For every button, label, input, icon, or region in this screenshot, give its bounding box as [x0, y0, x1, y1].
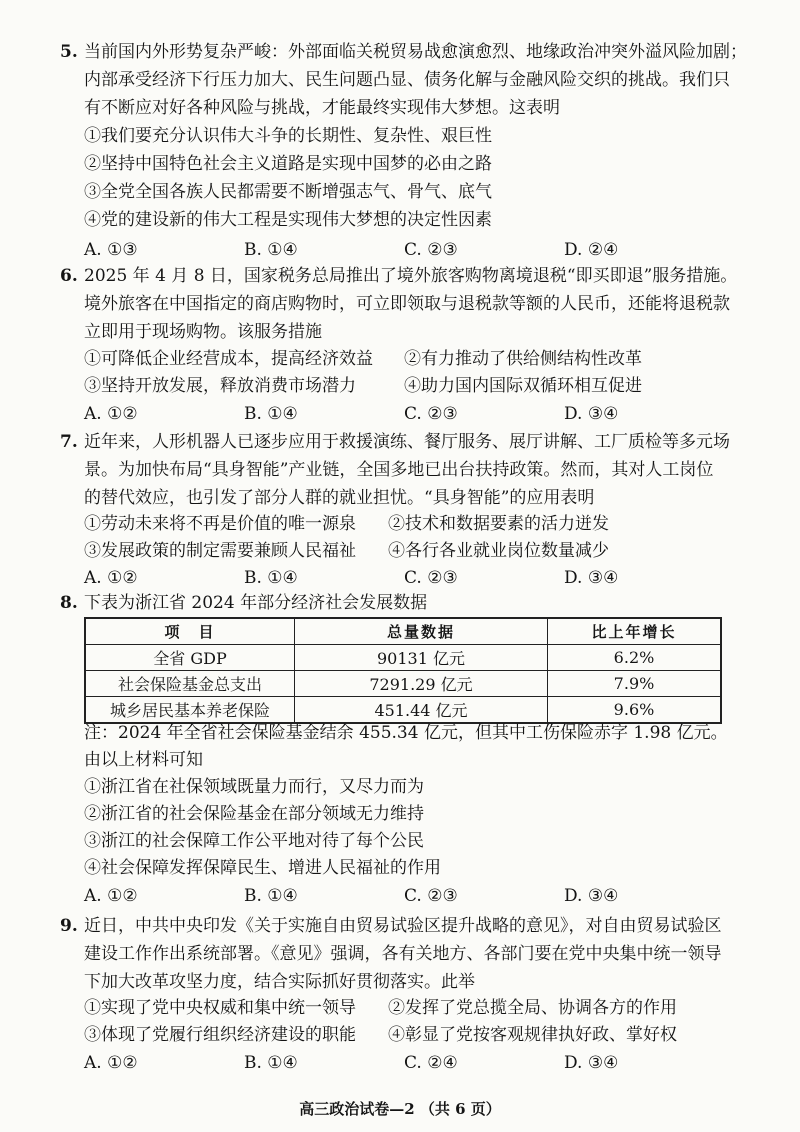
table-row — [85, 645, 721, 671]
q7-statement-4: ④各行各业就业岗位数量减少 — [388, 541, 609, 561]
q9-stem-line-2: 建设工作作出系统部署。《意见》强调，各有关地方、各部门要在党中央集中统一领导 — [84, 944, 722, 964]
q8-number: 8. — [60, 593, 78, 613]
q9-stem-line-1: 近日，中共中央印发《关于实施自由贸易试验区提升战略的意见》，对自由贸易试验区 — [84, 916, 722, 936]
q5-statement-3: ③全党全国各族人民都需要不断增强志气、骨气、底气 — [84, 182, 492, 202]
q7-statement-2: ②技术和数据要素的活力迸发 — [388, 514, 609, 534]
q9-statement-3: ③体现了党履行组织经济建设的职能 — [84, 1025, 356, 1045]
q7-stem-line-1: 近年来，人形机器人已逐步应用于救援演练、餐厅服务、展厅讲解、工厂质检等多元场 — [84, 432, 730, 452]
q6-stem-line-3: 立即用于现场购物。该服务措施 — [84, 322, 322, 342]
q7-statement-3: ③发展政策的制定需要兼顾人民福祉 — [84, 541, 356, 561]
q7-number: 7. — [60, 432, 78, 452]
q5-number: 5. — [60, 42, 78, 62]
q5-stem-line-3: 有不断应对好各种风险与挑战，才能最终实现伟大梦想。这表明 — [84, 98, 560, 118]
q8-statement-2: ②浙江省的社会保险基金在部分领域无力维持 — [84, 804, 424, 824]
table-header-item: 项 目 — [85, 618, 295, 645]
q5-option-a[interactable]: A. ①③ — [84, 240, 138, 260]
q9-option-c[interactable]: C. ②④ — [404, 1053, 458, 1073]
q9-option-d[interactable]: D. ③④ — [564, 1053, 619, 1073]
q6-stem-line-2: 境外旅客在中国指定的商店购物时，可立即领取与退税款等额的人民币，还能将退税款 — [84, 294, 730, 314]
q9-statement-2: ②发挥了党总揽全局、协调各方的作用 — [388, 998, 677, 1018]
q6-number: 6. — [60, 266, 78, 286]
table-header-row — [85, 618, 721, 645]
q7-stem-line-2: 景。为加快布局“具身智能”产业链，全国多地已出台扶持政策。然而，其对人工岗位 — [84, 460, 714, 480]
q7-stem-line-3: 的替代效应，也引发了部分人群的就业担忧。“具身智能”的应用表明 — [84, 488, 595, 508]
q5-statement-2: ②坚持中国特色社会主义道路是实现中国梦的必由之路 — [84, 154, 492, 174]
q5-option-d[interactable]: D. ②④ — [564, 240, 619, 260]
table-cell: 9.6% — [548, 697, 722, 724]
table-row — [85, 697, 721, 724]
table-cell: 451.44 亿元 — [295, 697, 548, 724]
q5-statement-1: ①我们要充分认识伟大斗争的长期性、复杂性、艰巨性 — [84, 126, 492, 146]
q6-statement-3: ③坚持开放发展，释放消费市场潜力 — [84, 376, 356, 396]
q7-option-a[interactable]: A. ①② — [84, 568, 138, 588]
q6-option-a[interactable]: A. ①② — [84, 404, 138, 424]
table-cell: 7291.29 亿元 — [295, 671, 548, 697]
q9-statement-1: ①实现了党中央权威和集中统一领导 — [84, 998, 356, 1018]
q9-stem-line-3: 下加大改革攻坚力度，结合实际抓好贯彻落实。此举 — [84, 972, 475, 992]
q7-statement-1: ①劳动未来将不再是价值的唯一源泉 — [84, 514, 356, 534]
q8-option-b[interactable]: B. ①④ — [244, 886, 298, 906]
q6-option-b[interactable]: B. ①④ — [244, 404, 298, 424]
q9-option-b[interactable]: B. ①④ — [244, 1053, 298, 1073]
q8-intro: 下表为浙江省 2024 年部分经济社会发展数据 — [84, 593, 428, 613]
q8-option-a[interactable]: A. ①② — [84, 886, 138, 906]
q8-statement-4: ④社会保障发挥保障民生、增进人民福祉的作用 — [84, 858, 441, 878]
q7-option-c[interactable]: C. ②③ — [404, 568, 458, 588]
q7-option-b[interactable]: B. ①④ — [244, 568, 298, 588]
q8-lead: 由以上材料可知 — [84, 750, 203, 770]
q9-statement-4: ④彰显了党按客观规律执好政、掌好权 — [388, 1025, 677, 1045]
table-cell: 90131 亿元 — [295, 645, 548, 671]
q8-statement-1: ①浙江省在社保领域既量力而行，又尽力而为 — [84, 777, 424, 797]
q9-number: 9. — [60, 916, 78, 936]
table-cell: 全省 GDP — [85, 645, 295, 671]
q5-option-c[interactable]: C. ②③ — [404, 240, 458, 260]
q5-option-b[interactable]: B. ①④ — [244, 240, 298, 260]
q5-statement-4: ④党的建设新的伟大工程是实现伟大梦想的决定性因素 — [84, 210, 492, 230]
q6-statement-1: ①可降低企业经营成本，提高经济效益 — [84, 349, 373, 369]
q6-stem-line-1: 2025 年 4 月 8 日，国家税务总局推出了境外旅客购物离境退税“即买即退”服务措施。 — [84, 266, 738, 286]
q8-note: 注：2024 年全省社会保险基金结余 455.34 亿元，但其中工伤保险赤字 1.98 亿元。 — [84, 723, 728, 743]
q8-option-c[interactable]: C. ②③ — [404, 886, 458, 906]
table-row — [85, 671, 721, 697]
q8-statement-3: ③浙江的社会保障工作公平地对待了每个公民 — [84, 831, 424, 851]
q9-option-a[interactable]: A. ①② — [84, 1053, 138, 1073]
q6-option-d[interactable]: D. ③④ — [564, 404, 619, 424]
page-footer: 高三政治试卷—2 （共 6 页） — [299, 1100, 501, 1118]
table-cell: 社会保险基金总支出 — [85, 671, 295, 697]
q8-option-d[interactable]: D. ③④ — [564, 886, 619, 906]
table-cell: 6.2% — [548, 645, 722, 671]
q7-option-d[interactable]: D. ③④ — [564, 568, 619, 588]
q8-data-table — [84, 617, 722, 724]
table-header-growth: 比上年增长 — [548, 618, 722, 645]
table-cell: 7.9% — [548, 671, 722, 697]
q6-statement-4: ④助力国内国际双循环相互促进 — [404, 376, 642, 396]
q6-option-c[interactable]: C. ②③ — [404, 404, 458, 424]
q6-statement-2: ②有力推动了供给侧结构性改革 — [404, 349, 642, 369]
q5-stem-line-1: 当前国内外形势复杂严峻：外部面临关税贸易战愈演愈烈、地缘政治冲突外溢风险加剧； — [84, 42, 747, 62]
table-cell: 城乡居民基本养老保险 — [85, 697, 295, 724]
q5-stem-line-2: 内部承受经济下行压力加大、民生问题凸显、债务化解与金融风险交织的挑战。我们只 — [84, 70, 730, 90]
table-header-total: 总量数据 — [295, 618, 548, 645]
